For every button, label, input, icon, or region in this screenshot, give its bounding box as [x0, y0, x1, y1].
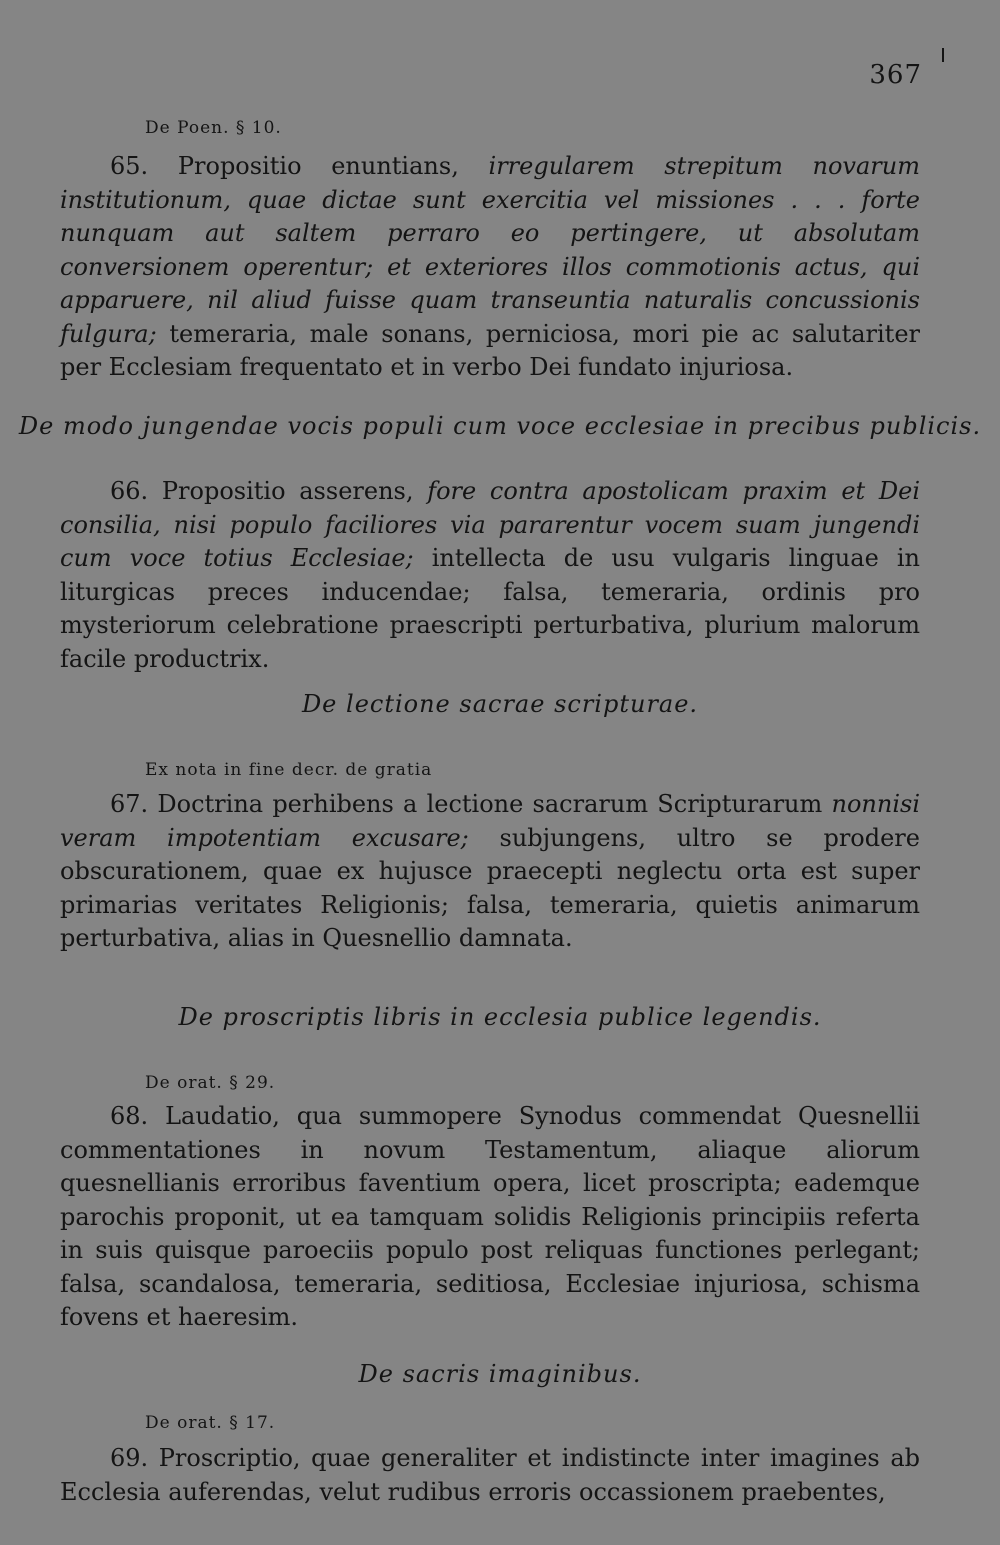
paragraph-67 — [60, 788, 920, 956]
paragraph-text: intellecta de usu vulgaris linguae in liturgicas preces inducendae; falsa, temeraria, ordinis pro mysteriorum celebratione praescripti perturbativa, plurium malorum facile productrix. — [60, 544, 920, 673]
paragraph-text: temeraria, male sonans, perniciosa, mori pie ac salutariter per Ecclesiam frequentato et in verbo Dei fundato injuriosa. — [60, 319, 920, 381]
paragraph-italic-text: irregularem strepitum novarum institutionum, quae dictae sunt exercitia vel missiones . . . forte nunquam aut saltem perraro eo pertingere, ut absolutam conversionem operentur; et exteriores illos commotionis actus, qui apparuere, nil aliud fuisse quam transeuntia naturalis concussionis fulgura; — [60, 152, 920, 348]
paragraph-69 — [60, 1442, 920, 1509]
section-heading: De lectione sacrae scripturae. — [301, 690, 699, 718]
paragraph-66 — [60, 475, 920, 676]
paragraph-number: 65. — [110, 152, 149, 180]
section-heading: De sacris imaginibus. — [358, 1360, 642, 1388]
paragraph-number: 67. — [110, 790, 149, 818]
paragraph-italic-text: fore contra apostolicam praxim et Dei consilia, nisi populo faciliores via pararentur vocem suam jungendi cum voce totius Ecclesiae; — [60, 477, 920, 572]
paragraph-text: subjungens, ultro se prodere obscurationem, quae ex hujusce praecepti neglectu orta est super primarias veritates Religionis; falsa, temeraria, quietis animarum perturbativa, alias in Quesnellio damnata. — [60, 823, 920, 952]
section-reference: De orat. § 29. — [145, 1073, 276, 1093]
paragraph-text: Proscriptio, quae generaliter et indistincte inter imagines ab Ecclesia auferendas, velut rudibus erroris occassionem praebentes, — [60, 1444, 920, 1506]
paragraph-number: 66. — [110, 477, 149, 505]
section-reference: De orat. § 17. — [145, 1413, 276, 1433]
paragraph-number: 68. — [110, 1102, 149, 1130]
paragraph-text: Propositio enuntians, — [177, 152, 489, 180]
paragraph-text: Laudatio, qua summopere Synodus commendat Quesnellii commentationes in novum Testamentum, aliaque aliorum quesnellianis erroribus faventium opera, licet proscripta; eademque parochis proponit, ut ea tamquam solidis Religionis principiis referta in suis quisque paroeciis populo post reliquas functiones perlegant; falsa, scandalosa, temeraria, seditiosa, Ecclesiae injuriosa, schisma fovens et haeresim. — [60, 1102, 920, 1331]
paragraph-number: 69. — [110, 1444, 149, 1472]
section-heading: De proscriptis libris in ecclesia publice legendis. — [178, 1003, 822, 1031]
paragraph-text: Propositio asserens, — [161, 477, 428, 505]
margin-mark — [942, 48, 944, 62]
paragraph-italic-text: nonnisi veram impotentiam excusare; — [60, 790, 920, 852]
page-number: 367 — [869, 60, 922, 90]
section-reference: De Poen. § 10. — [145, 118, 282, 138]
section-reference: Ex nota in fine decr. de gratia — [145, 760, 433, 780]
section-heading: De modo jungendae vocis populi cum voce ecclesiae in precibus publicis. — [18, 412, 982, 440]
paragraph-text: Doctrina perhibens a lectione sacrarum Scripturarum — [157, 790, 832, 818]
paragraph-68 — [60, 1100, 920, 1335]
paragraph-65 — [60, 150, 920, 385]
